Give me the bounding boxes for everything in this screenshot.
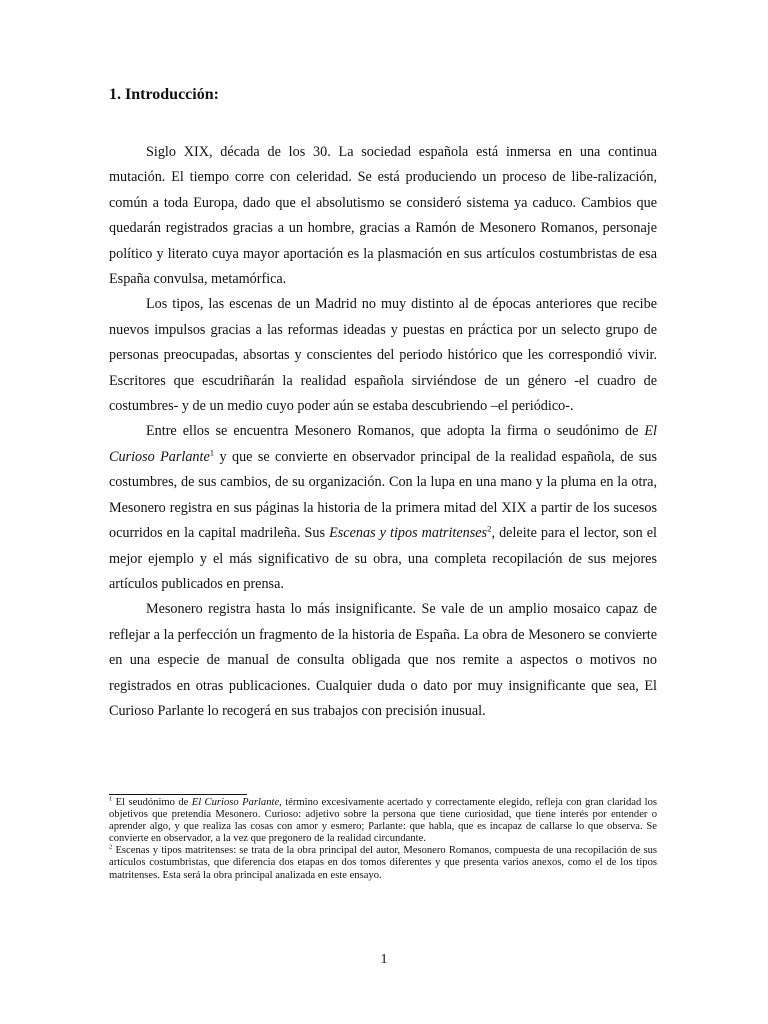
footnote-separator: [109, 794, 247, 795]
book-title: Escenas y tipos matritenses: [329, 525, 488, 542]
paragraph: Siglo XIX, década de los 30. La sociedad española está inmersa en una continua mutación. El tiempo corre con celeridad. Se está produciendo un proceso de libe-ralización, común a toda Europa, dado que el absolutismo se consideró sistema ya caduco. Cambios que quedarán registrados gracias a un hombre, gracias a Ramón de Mesonero Romanos, personaje político y literato cuya mayor aportación es la plasmación en sus artículos costumbristas de esa España convulsa, metamórfica.: [109, 144, 657, 288]
body-text: [109, 140, 657, 724]
paragraph: Los tipos, las escenas de un Madrid no muy distinto al de épocas anteriores que recibe nuevos impulsos gracias a las reformas ideadas y puestas en práctica por un selecto grupo de personas preocupadas, absortas y conscientes del periodo histórico que les correspondió vivir. Escritores que escudriñarán la realidad española sirviéndose de un género -el cuadro de costumbres- y de un medio cuyo poder aún se estaba descubriendo –el periódico-.: [109, 296, 657, 415]
footnotes: [109, 797, 657, 882]
section-heading: 1. Introducción:: [109, 86, 219, 103]
page-number: 1: [380, 952, 388, 967]
text-run: , deleite para el lector, son el mejor ejemplo y el más significativo de su obra, una completa recopilación de sus mejores artículos publicados en prensa.: [109, 525, 657, 592]
footnote-1: [109, 797, 657, 845]
text-run: y que se convierte en observador principal de la realidad española, de sus costumbres, de sus cambios, de su organización. Con la lupa en una mano y la pluma en la otra, Mesonero registra en sus páginas la historia de la primera mitad del XIX a partir de los sucesos ocurridos en la capital madrileña. Sus: [109, 448, 657, 542]
paragraph: [109, 419, 657, 597]
footnote-marker: 1: [109, 795, 113, 803]
pseudonym-title: El Curioso Parlante: [109, 423, 657, 465]
text-run: Entre ellos se encuentra Mesonero Romanos, que adopta la firma o seudónimo de: [146, 423, 645, 440]
footnote-text: El seudónimo de: [112, 797, 192, 808]
footnote-text: , término excesivamente acertado y correctamente elegido, refleja con gran claridad los objetivos que pretendía Mesonero. Curioso: adjetivo sobre la persona que tiene curiosidad, que tiene interés por entender o aprender algo, y que realiza las cosas con amor y esmero; Parlante: que habla, que es incapaz de callarse lo que observa. Se convierte en observador, a la vez que pregonero de la realidad circundante.: [109, 797, 658, 845]
footnote-2: [109, 845, 657, 881]
footnote-italic: El Curioso Parlante: [191, 797, 280, 808]
footnote-ref-1[interactable]: 1: [209, 447, 215, 458]
footnote-ref-2[interactable]: 2: [487, 523, 492, 534]
footnote-text: Escenas y tipos matritenses: se trata de la obra principal del autor, Mesonero Romanos, compuesta de una recopilación de sus artículos costumbristas, que diferencia dos etapas en dos tomos diferentes y que presenta varios anexos, como el de los tipos matritenses. Esta será la obra principal analizada en este ensayo.: [109, 845, 657, 881]
paragraph: Mesonero registra hasta lo más insignificante. Se vale de un amplio mosaico capaz de reflejar a la perfección un fragmento de la historia de España. La obra de Mesonero se convierte en una especie de manual de consulta obligada que nos remite a aspectos o motivos no registrados en otras publicaciones. Cualquier duda o dato por muy insignificante que sea, El Curioso Parlante lo recogerá en sus trabajos con precisión inusual.: [109, 601, 657, 719]
footnote-marker: 2: [109, 843, 113, 851]
